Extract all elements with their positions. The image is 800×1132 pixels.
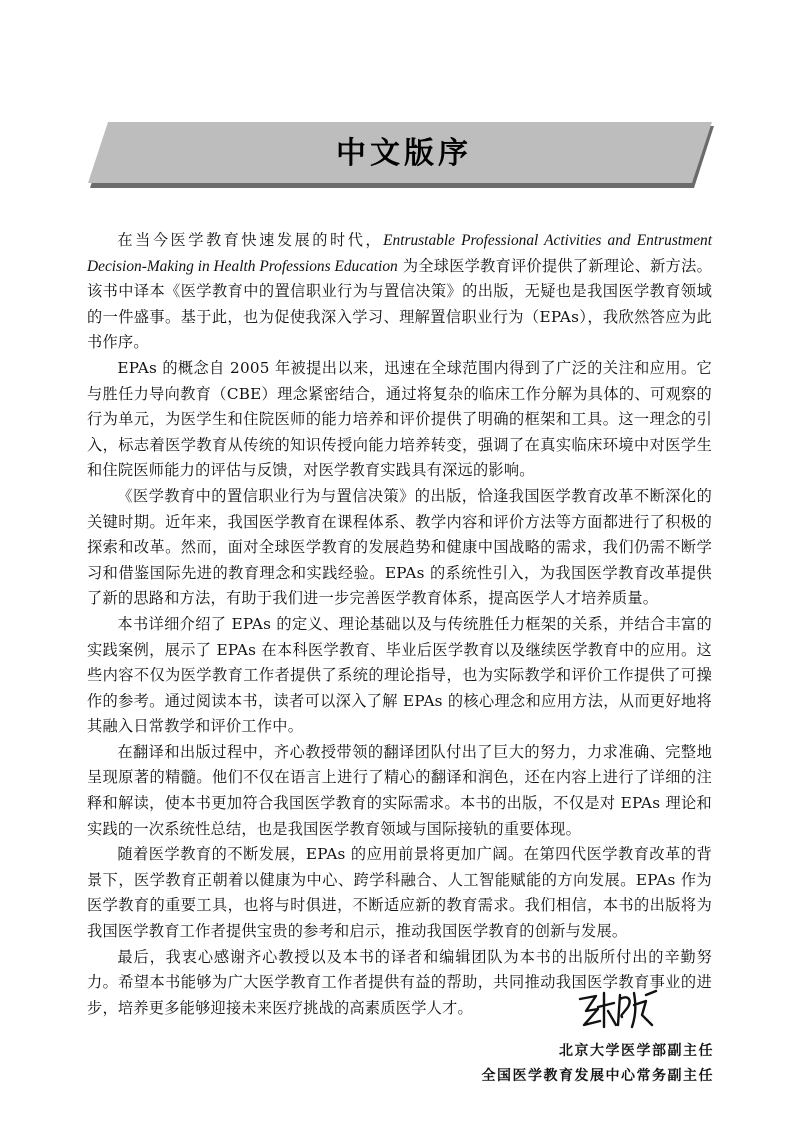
paragraph-1-post: 为全球医学教育评价提供了新理论、新方法。该书中译本《医学教育中的置信职业行为与置信决策》的出版，无疑也是我国医学教育领域的一件盛事。基于此，也为促使我深入学习、理解置信职业行为（EPAs），我欣然答应为此书作序。 — [87, 256, 713, 352]
paragraph-5: 在翻译和出版过程中，齐心教授带领的翻译团队付出了巨大的努力，力求准确、完整地呈现原著的精髓。他们不仅在语言上进行了精心的翻译和润色，还在内容上进行了详细的注释和解读，使本书更加符合我国医学教育的实际需求。本书的出版，不仅是对 EPAs 理论和实践的一次系统性总结，也是我国医学教育领域与国际接轨的重要体现。 — [87, 742, 712, 838]
paragraph-4: 本书详细介绍了 EPAs 的定义、理论基础以及与传统胜任力框架的关系，并结合丰富的实践案例，展示了 EPAs 在本科医学教育、毕业后医学教育以及继续医学教育中的应用。这些内容不仅为医学教育工作者提供了系统的理论指导，也为实际教学和评价工作提供了可操作的参考。通过阅读本书，读者可以深入了解 EPAs 的核心理念和应用方法，从而更好地将其融入日常教学和评价工作中。 — [87, 614, 712, 736]
paragraph-7: 最后，我衷心感谢齐心教授以及本书的译者和编辑团队为本书的出版所付出的辛勤努力。希望本书能够为广大医学教育工作者提供有益的帮助，共同推动我国医学教育事业的进步，培养更多能够迎接未来医疗挑战的高素质医学人才。 — [87, 947, 712, 1017]
paragraph-2: EPAs 的概念自 2005 年被提出以来，迅速在全球范围内得到了广泛的关注和应用。它与胜任力导向教育（CBE）理念紧密结合，通过将复杂的临床工作分解为具体的、可观察的行为单元，为医学生和住院医师的能力培养和评价提供了明确的框架和工具。这一理念的引入，标志着医学教育从传统的知识传授向能力培养转变，强调了在真实临床环境中对医学生和住院医师能力的评估与反馈，对医学教育实践具有深远的影响。 — [87, 358, 712, 480]
handwritten-signature — [574, 985, 664, 1035]
paragraph-1-pre: 在当今医学教育快速发展的时代， — [117, 231, 384, 249]
preface-body — [87, 228, 712, 1021]
page-title: 中文版序 — [336, 136, 472, 171]
signer-title-2: 全国医学教育发展中心常务副主任 — [481, 1068, 714, 1084]
paragraph-3: 《医学教育中的置信职业行为与置信决策》的出版，恰逢我国医学教育改革不断深化的关键时期。近年来，我国医学教育在课程体系、教学内容和评价方法等方面都进行了积极的探索和改革。然而，面对全球医学教育的发展趋势和健康中国战略的需求，我们仍需不断学习和借鉴国际先进的教育理念和实践经验。EPAs 的系统性引入，为我国医学教育改革提供了新的思路和方法，有助于我们进一步完善医学教育体系，提高医学人才培养质量。 — [87, 486, 712, 608]
paragraph-6: 随着医学教育的不断发展，EPAs 的应用前景将更加广阔。在第四代医学教育改革的背景下，医学教育正朝着以健康为中心、跨学科融合、人工智能赋能的方向发展。EPAs 作为医学教育的重要工具，也将与时俱进，不断适应新的教育需求。我们相信，本书的出版将为我国医学教育工作者提供宝贵的参考和启示，推动我国医学教育的创新与发展。 — [87, 845, 712, 941]
book-title-english: Entrustable Professional Activities and Entrustment Decision-Making in Health Professions Education — [87, 232, 712, 275]
title-banner — [88, 122, 720, 188]
paragraph-1 — [87, 228, 712, 356]
signer-title-1: 北京大学医学部副主任 — [559, 1043, 714, 1059]
